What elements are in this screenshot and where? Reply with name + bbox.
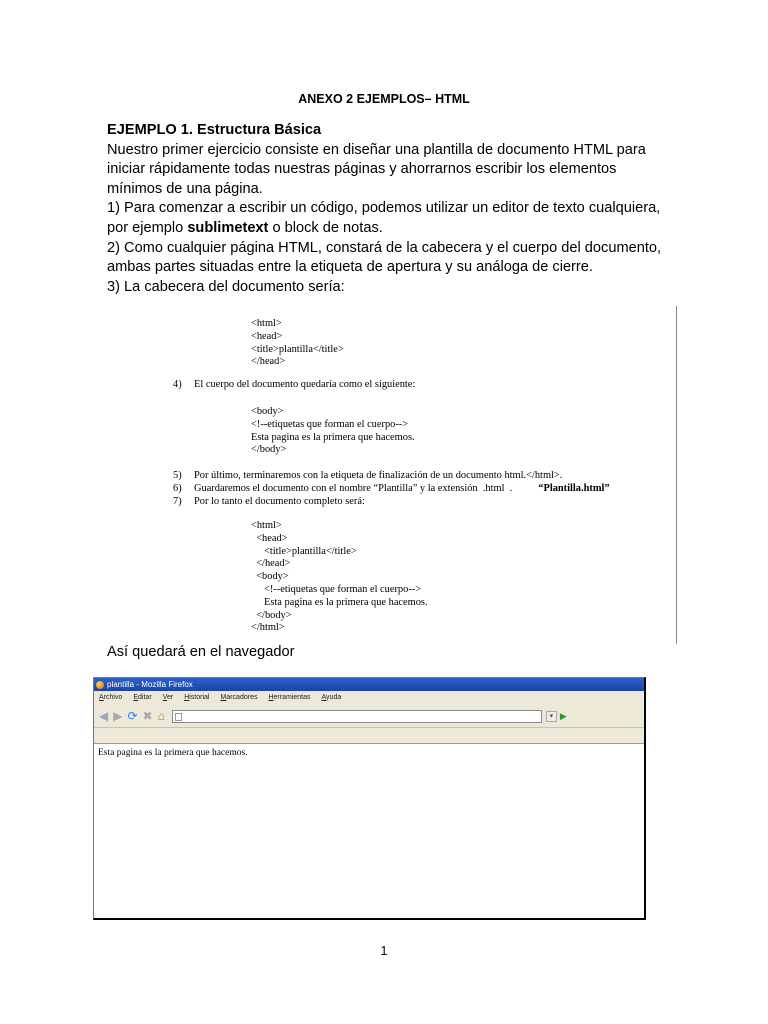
address-bar [172,710,542,723]
reload-icon: ⟳ [127,709,138,723]
steps-5-7 [173,470,610,508]
go-icon: ▶ [559,710,567,721]
page-icon [175,713,182,721]
menu-ayuda: Ayuda [321,694,342,701]
step-4: 4) El cuerpo del documento quedaría como el siguiente: [173,379,416,390]
step-2: 2) Como cualquier página HTML, constará de la cabecera y el cuerpo del documento, ambas partes situadas entre la etiqueta de apertura y su análoga de cierre. [107,239,662,276]
step-6: 6) Guardaremos el documento con el nombre “Plantilla” y la extensión .html . “Plantilla.html” [173,482,610,494]
page-title: ANEXO 2 EJEMPLOS– HTML [298,92,470,106]
browser-menubar [94,691,644,705]
step-3: 3) La cabecera del documento sería: [107,278,345,295]
step-1: 1) Para comenzar a escribir un código, podemos utilizar un editor de texto cualquiera, por ejemplo sublimetext o block de notas. [107,200,661,236]
home-icon: ⌂ [157,709,165,723]
step-5: 5) Por último, terminaremos con la etiqueta de finalización de un documento html.</html>. [173,470,563,481]
head-code: <html> <head> <title>plantilla</title> </head> [251,318,344,368]
scanned-code-figure [165,306,677,644]
firefox-icon [96,681,104,689]
page-number: 1 [380,944,388,958]
full-code: <html> <head> <title>plantilla</title> </head> <body> <!--etiquetas que forman el cuerpo--> Esta pagina es la primera que hacemos. </body> </html> [251,520,428,634]
menu-ver: Ver [162,694,174,701]
browser-caption: Así quedará en el navegador [107,644,295,660]
chevron-down-icon: ▾ [546,711,557,722]
body-code: <body> <!--etiquetas que forman el cuerpo--> Esta pagina es la primera que hacemos. </body> [251,406,415,456]
browser-screenshot [93,677,646,920]
browser-page-text: Esta pagina es la primera que hacemos. [98,748,248,758]
window-title: plantilla - Mozilla Firefox [107,680,193,689]
document-body [107,121,667,297]
bookmarks-bar [94,728,644,744]
step-7: 7) Por lo tanto el documento completo será: [173,495,365,507]
browser-navbar [94,705,644,728]
stop-icon: ✖ [142,709,153,723]
figure-edge [676,306,677,644]
browser-titlebar [94,678,644,691]
intro-paragraph: Nuestro primer ejercicio consiste en diseñar una plantilla de documento HTML para iniciar rápidamente todas nuestras páginas y ahorrarnos escribir los elementos mínimos de una página. [107,141,646,197]
editor-name: sublimetext [187,219,269,236]
example-heading: EJEMPLO 1. Estructura Básica [107,122,322,138]
menu-herramientas: Herramientas [268,694,311,701]
back-icon: ◀ [99,709,109,723]
menu-historial: Historial [184,694,210,701]
menu-archivo: Archivo [99,694,123,701]
menu-editar: Editar [133,694,152,701]
forward-icon: ▶ [113,709,123,723]
menu-marcadores: Marcadores [220,694,258,701]
